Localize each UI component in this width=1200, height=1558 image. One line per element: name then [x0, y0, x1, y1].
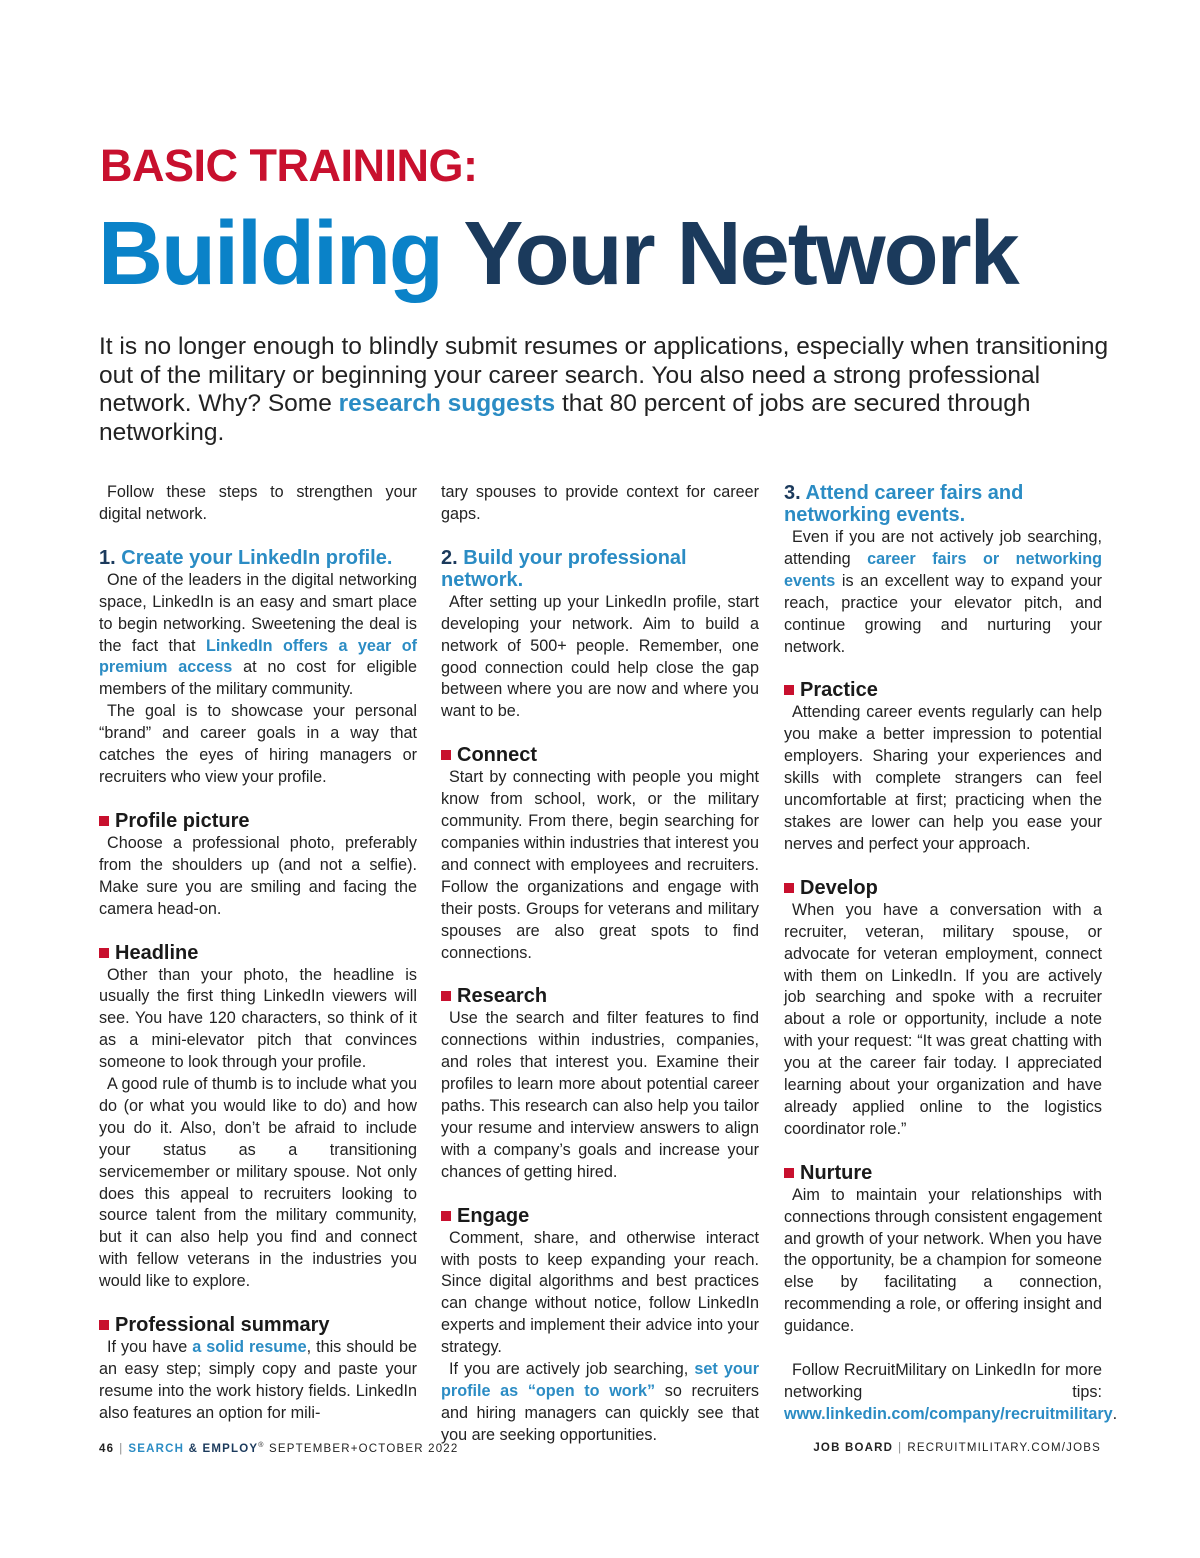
nurture-paragraph: Aim to maintain your relationships with connections through consistent engagement and growth of your network. When you have the opportunity, be a champion for someone else by facilitating a connection, recommending a role, or offering insight and guidance.	[784, 1185, 1102, 1336]
title-part-2: Your Network	[463, 204, 1018, 304]
open-to-work-link[interactable]: set your profile as “open to work”	[441, 1360, 759, 1400]
step-1-title: Create your LinkedIn profile.	[121, 546, 393, 569]
summary-text-a: If you have	[107, 1338, 193, 1357]
connect-paragraph: Start by connecting with people you might know from school, work, or the military community. From there, begin searching for companies within industries that interest you and connect with employees and recruiters. Follow the organizations and engage with their posts. Groups for veterans and military spouses are also great spots to find connections.	[441, 768, 759, 962]
research-title: Research	[457, 985, 548, 1008]
intro-text-2: that 80 percent of jobs are secured through networking.	[99, 390, 1031, 446]
follow-paragraph	[784, 1360, 1118, 1426]
follow-text-a: Follow RecruitMilitary on LinkedIn for more networking tips:	[784, 1361, 1102, 1401]
profile-picture-heading	[99, 810, 417, 832]
continued-paragraph: tary spouses to provide context for career gaps.	[441, 483, 759, 523]
bullet-square-icon	[441, 750, 451, 760]
headline-heading	[99, 942, 417, 964]
page-number: 46	[99, 1442, 115, 1455]
headline-paragraph-2: A good rule of thumb is to include what you do (or what you would like to do) and how you do it. Also, don’t be afraid to include your status as a transitioning servicemember or military spouse. Not only does this appeal to recruiters looking to source talent from the military community, but it can also help you find and connect with fellow veterans in the industries you would like to explore.	[99, 1075, 417, 1291]
bullet-square-icon	[441, 1211, 451, 1221]
section-name: JOB BOARD	[813, 1442, 894, 1454]
research-paragraph: Use the search and filter features to find connections within industries, companies, and roles that interest you. Examine their profiles to learn more about potential career paths. This research can also help you tailor your resume and interview answers to align with a company’s goals and increase your chances of getting hired.	[441, 1009, 759, 1181]
headline-paragraph-1: Other than your photo, the headline is usually the first thing LinkedIn viewers will see. You have 120 characters, so think of it as a mini-elevator pitch that convinces someone to look through your profile.	[99, 965, 417, 1072]
bullet-square-icon	[99, 816, 109, 826]
engage-text-a: If you are actively job searching,	[449, 1360, 695, 1379]
footer-left	[99, 1442, 458, 1455]
headline-title: Headline	[115, 941, 199, 964]
step-2-heading	[441, 547, 759, 591]
step-2-title: Build your professional network.	[441, 546, 687, 591]
issue-date: SEPTEMBER+OCTOBER 2022	[269, 1442, 459, 1455]
profile-picture-title: Profile picture	[115, 809, 250, 832]
professional-summary-paragraph	[99, 1337, 417, 1425]
summary-text-b: , this should be an easy step; simply copy and paste your resume into the work history fields. LinkedIn also features an option for mili-	[99, 1338, 417, 1422]
linkedin-company-link[interactable]: www.linkedin.com/company/recruitmilitary	[784, 1404, 1113, 1423]
step-3-paragraph	[784, 527, 1102, 658]
step-1-text-b: at no cost for eligible members of the military community.	[99, 658, 417, 699]
bullet-square-icon	[99, 948, 109, 958]
step-3-text-a: Even if you are not actively job searching, attending	[784, 528, 1102, 568]
column-3	[784, 482, 1118, 1426]
step-2-number: 2.	[441, 546, 458, 569]
intro-text-1: It is no longer enough to blindly submit resumes or applications, especially when transitioning out of the military or beginning your career search. You also need a strong professional network. Why? Some	[99, 333, 1109, 417]
title-part-1: Building	[98, 204, 442, 304]
footer-url[interactable]: RECRUITMILITARY.COM/JOBS	[907, 1442, 1101, 1454]
engage-heading	[441, 1205, 759, 1227]
engage-paragraph-1: Comment, share, and otherwise interact with posts to keep expanding your reach. Since digital algorithms and best practices can change without notice, follow LinkedIn experts and implement their advice into your strategy.	[441, 1228, 759, 1357]
follow-text-b: .	[1112, 1404, 1118, 1423]
research-link[interactable]: research suggests	[338, 390, 556, 417]
solid-resume-link[interactable]: a solid resume	[192, 1338, 307, 1357]
connect-title: Connect	[457, 744, 537, 767]
footer-separator: |	[119, 1442, 124, 1455]
engage-paragraph-2	[441, 1359, 759, 1447]
kicker: BASIC TRAINING:	[100, 140, 478, 191]
bullet-square-icon	[784, 883, 794, 893]
lead-paragraph: Follow these steps to strengthen your digital network.	[99, 483, 417, 523]
page-title	[98, 205, 1018, 304]
step-3-heading	[784, 482, 1102, 526]
step-3-text-b: is an excellent way to expand your reach, practice your elevator pitch, and continue growing and nurturing your network.	[784, 571, 1102, 656]
registered-mark: ®	[258, 1442, 265, 1449]
linkedin-premium-link[interactable]: LinkedIn offers a year of premium access	[99, 636, 417, 677]
professional-summary-title: Professional summary	[115, 1314, 330, 1337]
practice-title: Practice	[800, 679, 878, 702]
step-1-number: 1.	[99, 546, 116, 569]
develop-paragraph: When you have a conversation with a recruiter, veteran, military spouse, or advocate for veteran employment, connect with them on LinkedIn. If you are actively job searching and spoke with a recruiter about a role or opportunity, include a note with your request: “It was great chatting with you at the career fair today. I appreciated learning about your organization and have already applied online to the logistics coordinator role.”	[784, 900, 1102, 1138]
step-1-paragraph-2: The goal is to showcase your personal “brand” and career goals in a way that catches the eyes of hiring managers or recruiters who view your profile.	[99, 702, 417, 786]
brand-search: SEARCH	[128, 1442, 185, 1455]
engage-title: Engage	[457, 1204, 530, 1227]
step-1-text-a: One of the leaders in the digital networking space, LinkedIn is an easy and smart place to begin networking. Sweetening the deal is the fact that	[99, 570, 417, 655]
bullet-square-icon	[441, 991, 451, 1001]
bullet-square-icon	[784, 685, 794, 695]
step-1-paragraph-1	[99, 570, 417, 701]
column-2	[441, 482, 759, 1447]
bullet-square-icon	[99, 1320, 109, 1330]
develop-heading	[784, 877, 1102, 899]
step-2-paragraph: After setting up your LinkedIn profile, start developing your network. Aim to build a network of 500+ people. Remember, one good connection could help close the gap between where you are now and where you want to be.	[441, 592, 759, 721]
develop-title: Develop	[800, 876, 878, 899]
step-3-number: 3.	[784, 482, 801, 504]
nurture-title: Nurture	[800, 1161, 873, 1184]
professional-summary-heading	[99, 1314, 417, 1336]
career-fairs-link[interactable]: career fairs or networking events	[784, 549, 1102, 590]
bullet-square-icon	[784, 1168, 794, 1178]
footer-separator: |	[898, 1442, 903, 1454]
step-3-title: Attend career fairs and networking events.	[784, 482, 1024, 526]
practice-paragraph: Attending career events regularly can help you make a better impression to potential employers. Sharing your experiences and skills with complete strangers can feel uncomfortable at first; practicing when the stakes are lower can help you ease your nerves and perfect your approach.	[784, 703, 1102, 853]
profile-picture-paragraph: Choose a professional photo, preferably from the shoulders up (and not a selfie). Make sure you are smiling and facing the camera head-on.	[99, 833, 417, 918]
research-heading	[441, 985, 759, 1007]
intro-paragraph	[99, 333, 1109, 447]
engage-text-b: so recruiters and hiring managers can quickly see that you are seeking opportunities.	[441, 1382, 760, 1444]
footer-right	[813, 1442, 1101, 1454]
practice-heading	[784, 679, 1102, 701]
column-1	[99, 482, 417, 1425]
connect-heading	[441, 744, 759, 766]
brand-employ: & EMPLOY	[188, 1442, 259, 1455]
nurture-heading	[784, 1162, 1102, 1184]
step-1-heading	[99, 547, 417, 569]
